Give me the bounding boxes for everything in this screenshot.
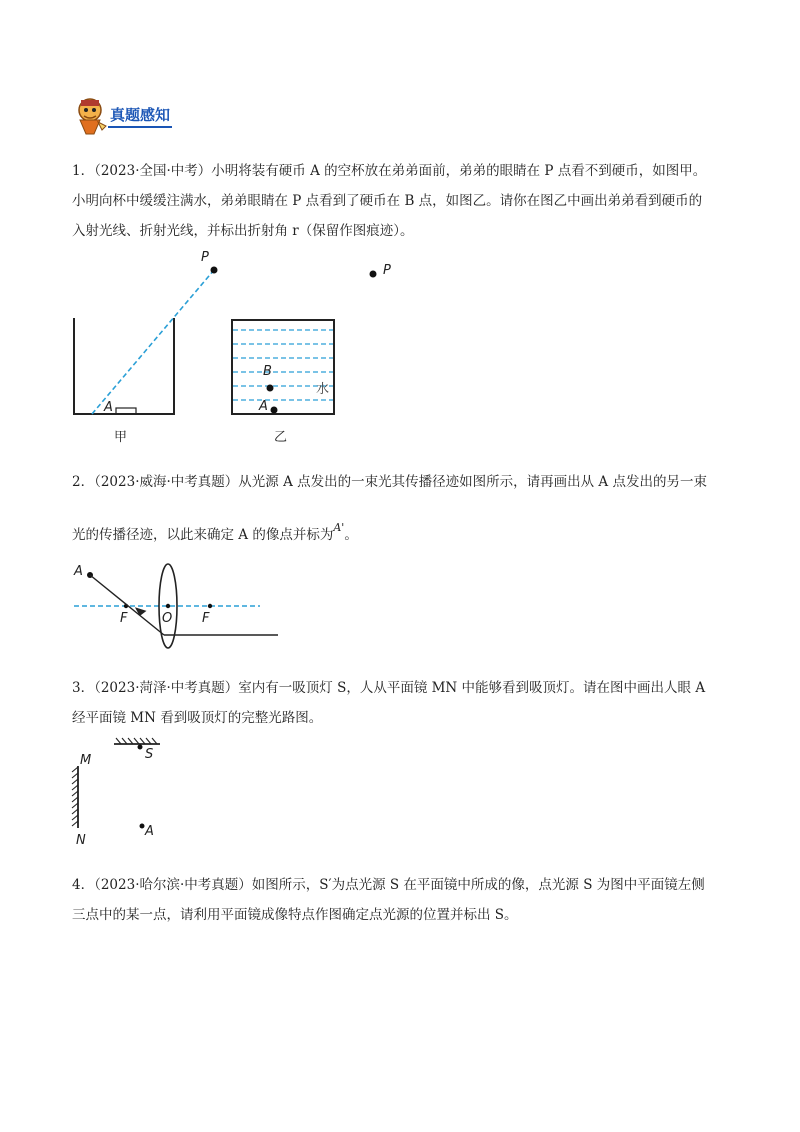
q1-fig-b-caption: 乙 — [274, 430, 288, 445]
q2-label-a: A — [74, 564, 83, 579]
q2-label-f-left: F — [120, 611, 128, 626]
q1-fig-b-label-water: 水 — [316, 382, 330, 397]
q1-fig-b-label-p: P — [383, 263, 391, 278]
q3-text-line1: 3．（2023·菏泽·中考真题）室内有一吸顶灯 S，人从平面镜 MN 中能够看到吸顶灯。请在图中画出人眼 A — [72, 680, 706, 696]
q2-optical-center — [166, 604, 170, 608]
pencil-mascot-icon — [72, 96, 108, 136]
q3-plane-mirror-mn — [72, 766, 78, 828]
q1-fig-a-label-a: A — [104, 400, 113, 415]
q1-fig-b-label-a: A — [259, 399, 268, 414]
q1-figure-b-point-a — [271, 407, 278, 414]
q2-lens-figure — [60, 556, 300, 656]
q3-point-s — [138, 745, 143, 750]
q1-fig-b-label-b: B — [263, 364, 272, 379]
section-title: 真题感知 — [108, 104, 172, 128]
q3-label-s: S — [145, 747, 154, 762]
q3-point-a — [140, 824, 145, 829]
q1-figure-b-cup — [232, 320, 334, 414]
q2-incident-ray — [90, 575, 164, 635]
q1-figure-a-point-p — [211, 267, 218, 274]
q1-figure-a-sightline — [92, 270, 214, 414]
q2-text-line1: 2．（2023·威海·中考真题）从光源 A 点发出的一束光其传播径迹如图所示，请再画出从 A 点发出的另一束 — [72, 474, 707, 490]
q2-text-line2 — [72, 520, 358, 551]
q2-image-point-symbol: A' — [333, 521, 345, 534]
q1-figure-b-point-b — [267, 385, 274, 392]
q1-figure-a-cup — [74, 318, 174, 414]
q1-fig-a-caption: 甲 — [114, 430, 128, 445]
q3-text-line2: 经平面镜 MN 看到吸顶灯的完整光路图。 — [72, 710, 323, 726]
q2-label-o: O — [162, 611, 173, 626]
q1-text-line2: 小明向杯中缓缓注满水，弟弟眼睛在 P 点看到了硬币在 B 点，如图乙。请你在图乙中画出弟弟看到硬币的 — [72, 193, 703, 209]
q1-fig-a-label-p: P — [201, 250, 209, 265]
q1-figures — [60, 248, 420, 448]
q2-text-line2-end: 。 — [344, 527, 358, 543]
q3-label-a: A — [145, 824, 154, 839]
section-heading — [72, 96, 172, 136]
q4-text-line2: 三点中的某一点，请利用平面镜成像特点作图确定点光源的位置并标出 S。 — [72, 907, 518, 923]
q2-focus-right — [208, 604, 212, 608]
q2-text-line2-main: 光的传播径迹，以此来确定 A 的像点并标为 — [72, 527, 334, 543]
q1-text-line3: 入射光线、折射光线，并标出折射角 r（保留作图痕迹）。 — [72, 223, 414, 239]
q3-label-n: N — [76, 833, 86, 848]
q4-text-line1: 4．（2023·哈尔滨·中考真题）如图所示，S′为点光源 S 在平面镜中所成的像，点光源 S 为图中平面镜左侧 — [72, 877, 705, 893]
q2-label-f-right: F — [202, 611, 210, 626]
q1-figure-b-point-p — [370, 271, 377, 278]
q3-label-m: M — [80, 753, 92, 768]
q1-text-line1: 1．（2023·全国·中考）小明将装有硬币 A 的空杯放在弟弟面前，弟弟的眼睛在 P 点看不到硬币，如图甲。 — [72, 163, 707, 179]
q3-ceiling-mirror — [114, 738, 160, 744]
